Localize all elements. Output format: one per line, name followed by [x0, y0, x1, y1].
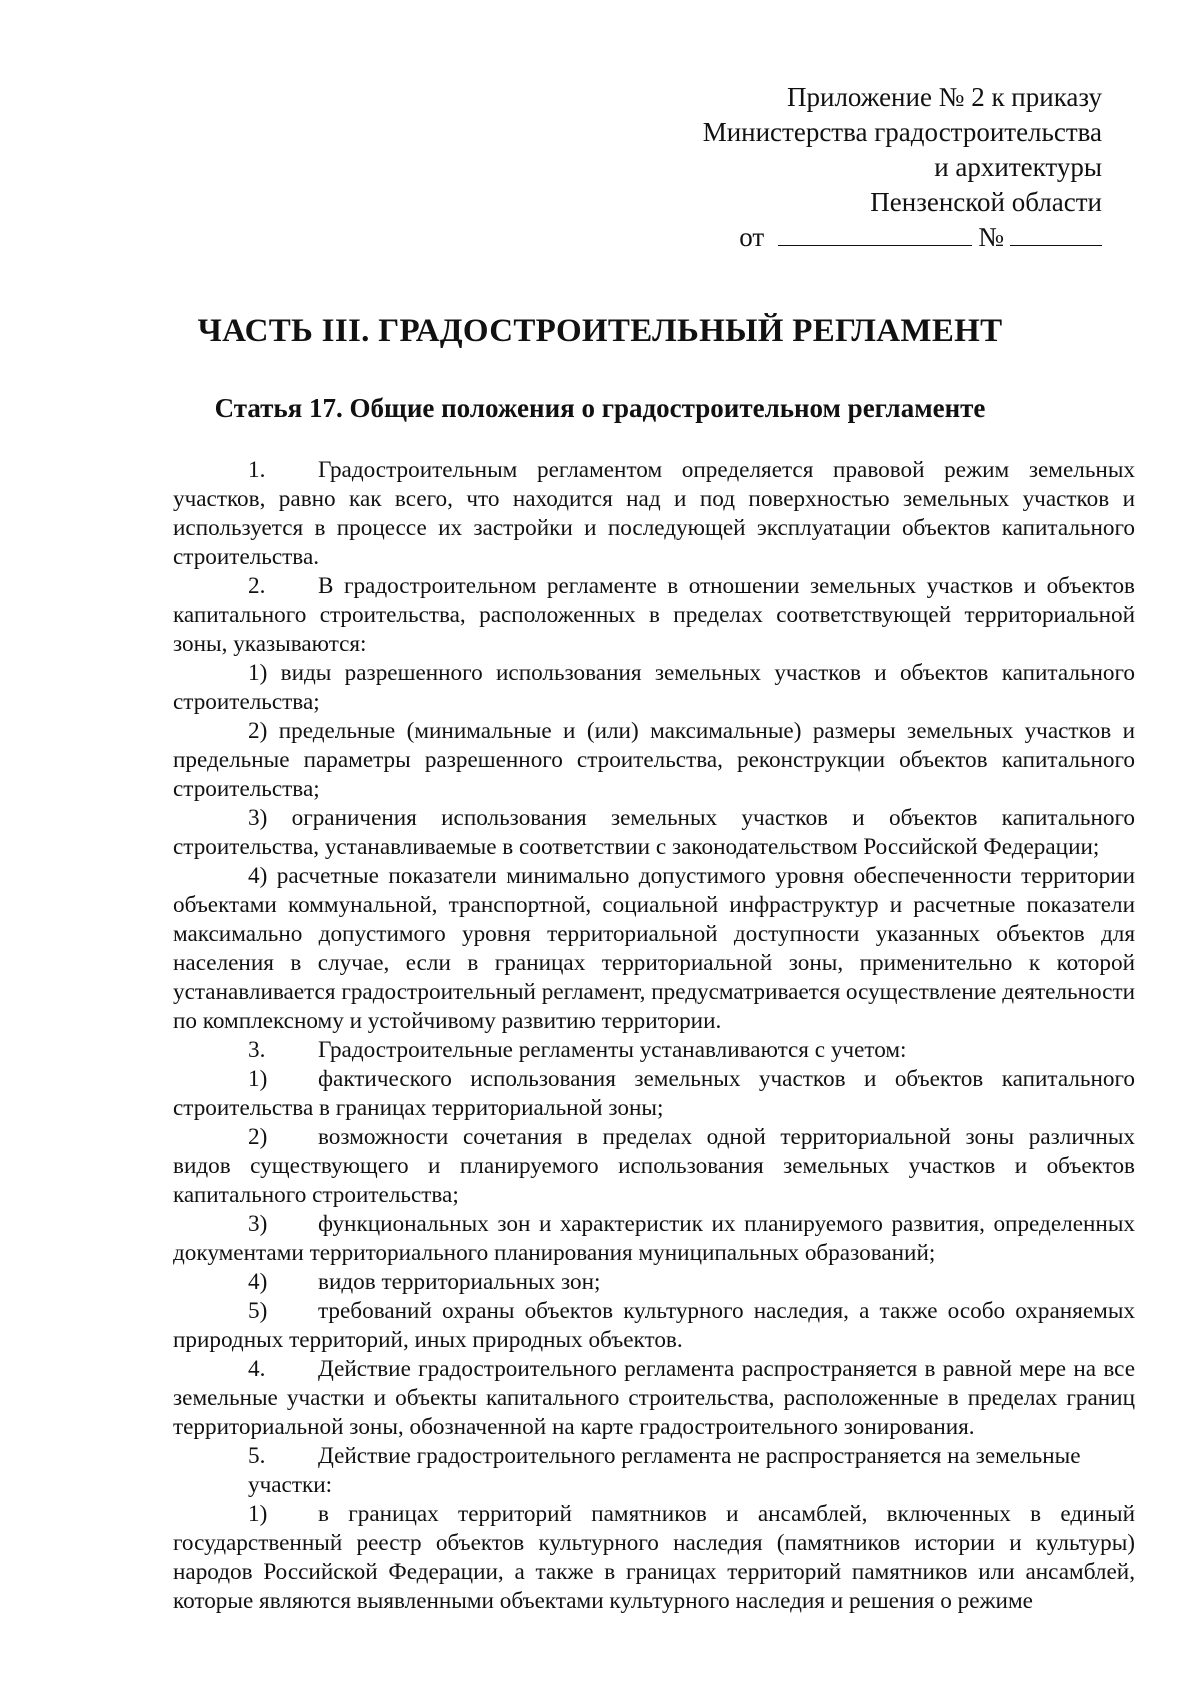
subitem-2-3: 3) ограничения использования земельных участков и объектов капитального строительства, устанавливаемые в соответствии с законодательством Российской Федерации;: [173, 805, 1135, 860]
subitem-2-1: 1) виды разрешенного использования земельных участков и объектов капитального строительства;: [173, 660, 1135, 715]
header-line-1: Приложение № 2 к приказу: [787, 82, 1102, 112]
paragraph-2: [173, 572, 1135, 659]
header-line-3: и архитектуры: [934, 152, 1102, 182]
subitem-3-1: [173, 1065, 1135, 1123]
paragraph-5: [173, 1442, 1135, 1471]
paragraph-3: [173, 1036, 1135, 1065]
subitem-2-4: 4) расчетные показатели минимально допустимого уровня обеспеченности территории объектами коммунальной, транспортной, социальной инфраструктур и расчетные показатели максимально допустимого уровня территориальной доступности указанных объектов для населения в случае, если в границах территориальной зоны, применительно к которой устанавливается градостроительный регламент, предусматривается осуществление деятельности по комплексному и устойчивому развитию территории.: [173, 863, 1135, 1034]
paragraph-1: [173, 456, 1135, 572]
paragraph-number: 2.: [248, 573, 266, 599]
part-title: ЧАСТЬ III. ГРАДОСТРОИТЕЛЬНЫЙ РЕГЛАМЕНТ: [197, 313, 1003, 349]
paragraph-number: 1.: [248, 457, 266, 483]
paragraph-4: [173, 1355, 1135, 1442]
number-label: №: [978, 222, 1004, 252]
number-blank: [1010, 221, 1102, 246]
subitem-3-2: [173, 1123, 1135, 1210]
subitem-text: функциональных зон и характеристик их планируемого развития, определенных документами территориального планирования муниципальных образований;: [173, 1211, 1135, 1266]
header-line-2: Министерства градостроительства: [702, 117, 1102, 147]
article-title: Статья 17. Общие положения о градостроительном регламенте: [214, 393, 986, 423]
from-label: от: [739, 222, 765, 252]
paragraph-number: 4.: [248, 1356, 266, 1382]
paragraph-5-continuation: участки:: [248, 1472, 333, 1498]
subitem-number: 2): [248, 1124, 268, 1150]
subitem-3-4: [173, 1268, 1135, 1297]
subitem-number: 5): [248, 1298, 268, 1324]
article-body: [173, 456, 1135, 1616]
subitem-text: видов территориальных зон;: [318, 1269, 601, 1295]
date-blank: [778, 221, 972, 246]
appendix-header: [703, 80, 1102, 255]
subitem-number: 1): [248, 1066, 268, 1092]
header-date-number-line: [703, 220, 1102, 255]
subitem-5-1: [173, 1500, 1135, 1616]
paragraph-text: В градостроительном регламенте в отношении земельных участков и объектов капитального строительства, расположенных в пределах соответствующей территориальной зоны, указываются:: [173, 573, 1135, 657]
header-line-4: Пензенской области: [870, 187, 1102, 217]
subitem-number: 4): [248, 1269, 268, 1295]
paragraph-number: 3.: [248, 1037, 266, 1063]
subitem-2-2: 2) предельные (минимальные и (или) максимальные) размеры земельных участков и предельные параметры разрешенного строительства, реконструкции объектов капитального строительства;: [173, 718, 1135, 802]
subitem-text: фактического использования земельных участков и объектов капитального строительства в границах территориальной зоны;: [173, 1066, 1135, 1121]
subitem-number: 3): [248, 1211, 268, 1237]
paragraph-text: Действие градостроительного регламента распространяется в равной мере на все земельные участки и объекты капитального строительства, расположенные в пределах границ территориальной зоны, обозначенной на карте градостроительного зонирования.: [173, 1356, 1135, 1440]
paragraph-text: Градостроительным регламентом определяется правовой режим земельных участков, равно как всего, что находится над и под поверхностью земельных участков и используется в процессе их застройки и последующей эксплуатации объектов капитального строительства.: [173, 457, 1135, 570]
paragraph-text: Действие градостроительного регламента не распространяется на земельные: [318, 1443, 1081, 1469]
paragraph-text: Градостроительные регламенты устанавливаются с учетом:: [318, 1037, 907, 1063]
subitem-3-5: [173, 1297, 1135, 1355]
subitem-text: требований охраны объектов культурного наследия, а также особо охраняемых природных территорий, иных природных объектов.: [173, 1298, 1135, 1353]
subitem-text: возможности сочетания в пределах одной территориальной зоны различных видов существующего и планируемого использования земельных участков и объектов капитального строительства;: [173, 1124, 1135, 1208]
subitem-number: 1): [248, 1501, 268, 1527]
subitem-text: в границах территорий памятников и ансамблей, включенных в единый государственный реестр объектов культурного наследия (памятников истории и культуры) народов Российской Федерации, а также в границах территорий памятников или ансамблей, которые являются выявленными объектами культурного наследия и решения о режиме: [173, 1501, 1135, 1614]
paragraph-number: 5.: [248, 1443, 266, 1469]
subitem-3-3: [173, 1210, 1135, 1268]
